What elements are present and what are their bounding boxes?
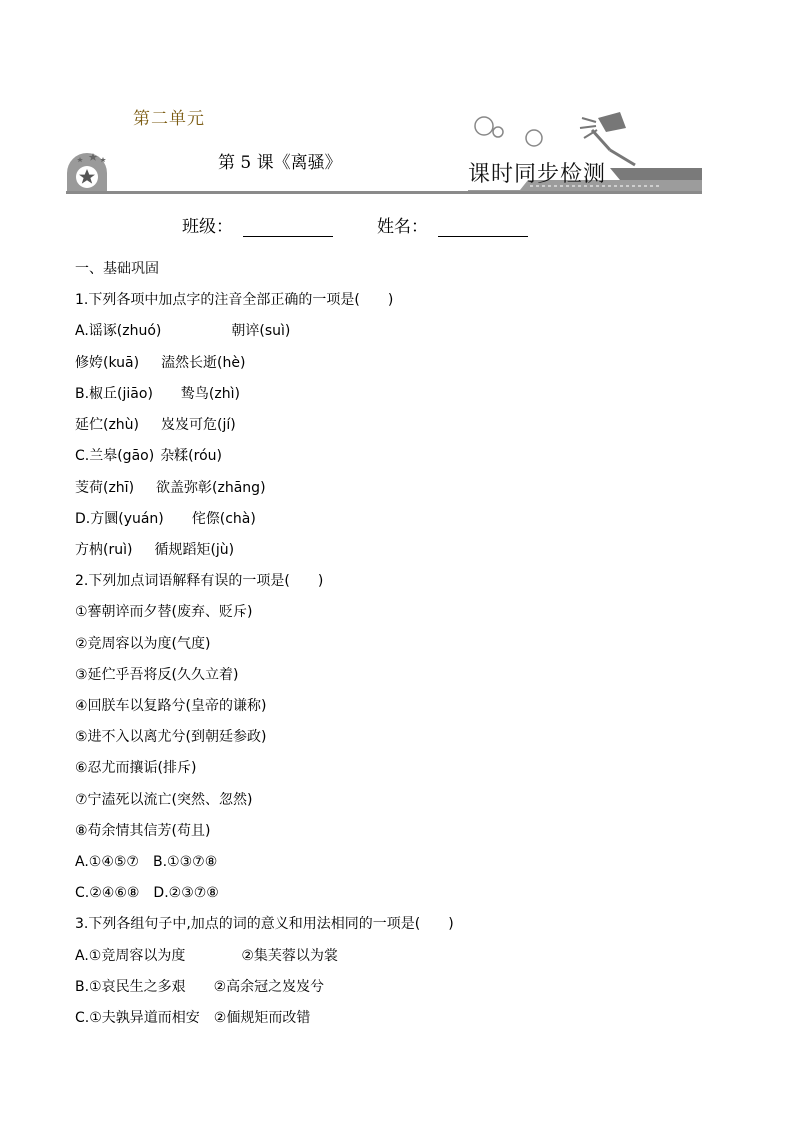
q2-options-ab: A.①④⑤⑦ B.①③⑦⑧ bbox=[75, 854, 218, 870]
q1-c-item1: C.兰皋(gāo) bbox=[75, 448, 155, 464]
q1-b-item3: 延伫(zhù) bbox=[75, 417, 140, 433]
class-blank[interactable] bbox=[243, 218, 333, 237]
q3-option-a bbox=[75, 945, 338, 965]
q1-d-item2: 侘傺(chà) bbox=[191, 511, 256, 527]
q1-d-item1: D.方圜(yuán) bbox=[75, 511, 164, 527]
q1-d-item4: 循规蹈矩(jù) bbox=[154, 542, 235, 558]
lesson-title: 第 5 课《离骚》 bbox=[218, 153, 342, 173]
q1-option-b-row2 bbox=[75, 414, 236, 434]
q3-option-c bbox=[75, 1007, 310, 1027]
q2-item: ④回朕车以复路兮(皇帝的谦称) bbox=[75, 698, 267, 714]
class-label: 班级： bbox=[182, 217, 233, 237]
q3-a-right: ②集芙蓉以为裳 bbox=[241, 948, 338, 964]
q1-option-a-row1 bbox=[75, 320, 290, 340]
q1-a-item1: A.谣诼(zhuó) bbox=[75, 323, 162, 339]
q1-c-item4: 欲盖弥彰(zhāng) bbox=[156, 480, 266, 496]
q2-item: ③延伫乎吾将反(久久立着) bbox=[75, 667, 239, 683]
section-heading: 一、基础巩固 bbox=[75, 261, 159, 277]
q2-item: ⑧苟余情其信芳(苟且) bbox=[75, 823, 211, 839]
section-banner-label: 课时同步检测 bbox=[468, 162, 607, 187]
q2-item: ①謇朝谇而夕替(废弃、贬斥) bbox=[75, 604, 253, 620]
q2-item: ②竞周容以为度(气度) bbox=[75, 636, 211, 652]
name-blank[interactable] bbox=[438, 218, 528, 237]
student-info-row bbox=[182, 212, 528, 237]
q3-b-left: B.①哀民生之多艰 bbox=[75, 979, 186, 995]
q1-b-item4: 岌岌可危(jí) bbox=[161, 417, 236, 433]
q1-a-item3: 修姱(kuā) bbox=[75, 355, 140, 371]
q1-c-item3: 芰荷(zhī) bbox=[75, 480, 135, 496]
q3-c-left: C.①夫孰异道而相安 bbox=[75, 1010, 200, 1026]
q1-option-d-row1 bbox=[75, 508, 256, 528]
question-3-stem: 3.下列各组句子中,加点的词的意义和用法相同的一项是( ) bbox=[75, 916, 454, 932]
q3-a-left: A.①竞周容以为度 bbox=[75, 948, 186, 964]
q1-b-item1: B.椒丘(jiāo) bbox=[75, 386, 153, 402]
q1-option-d-row2 bbox=[75, 539, 234, 559]
q3-c-right: ②偭规矩而改错 bbox=[213, 1010, 311, 1026]
q2-item: ⑦宁溘死以流亡(突然、忽然) bbox=[75, 792, 253, 808]
question-2-stem: 2.下列加点词语解释有误的一项是( ) bbox=[75, 573, 324, 589]
q1-a-item2: 朝谇(suì) bbox=[231, 323, 291, 339]
q1-b-item2: 鸷鸟(zhì) bbox=[180, 386, 240, 402]
q2-options-cd: C.②④⑥⑧ D.②③⑦⑧ bbox=[75, 885, 219, 901]
q3-option-b bbox=[75, 976, 324, 996]
question-1-stem: 1.下列各项中加点字的注音全部正确的一项是( ) bbox=[75, 292, 394, 308]
q1-option-b-row1 bbox=[75, 383, 240, 403]
q1-option-c-row1 bbox=[75, 445, 222, 465]
q1-c-item2: 杂糅(róu) bbox=[160, 448, 222, 464]
q1-option-c-row2 bbox=[75, 477, 266, 497]
header-rule bbox=[66, 191, 702, 194]
unit-title: 第二单元 bbox=[133, 109, 205, 129]
star-badge-icon bbox=[63, 147, 115, 195]
q1-d-item3: 方枘(ruì) bbox=[75, 542, 133, 558]
q1-a-item4: 溘然长逝(hè) bbox=[161, 355, 246, 371]
q1-option-a-row2 bbox=[75, 352, 245, 372]
name-label: 姓名： bbox=[377, 217, 428, 237]
q2-item: ⑥忍尤而攘诟(排斥) bbox=[75, 760, 197, 776]
q3-b-right: ②高余冠之岌岌兮 bbox=[213, 979, 325, 995]
q2-item: ⑤进不入以离尤兮(到朝廷参政) bbox=[75, 729, 267, 745]
